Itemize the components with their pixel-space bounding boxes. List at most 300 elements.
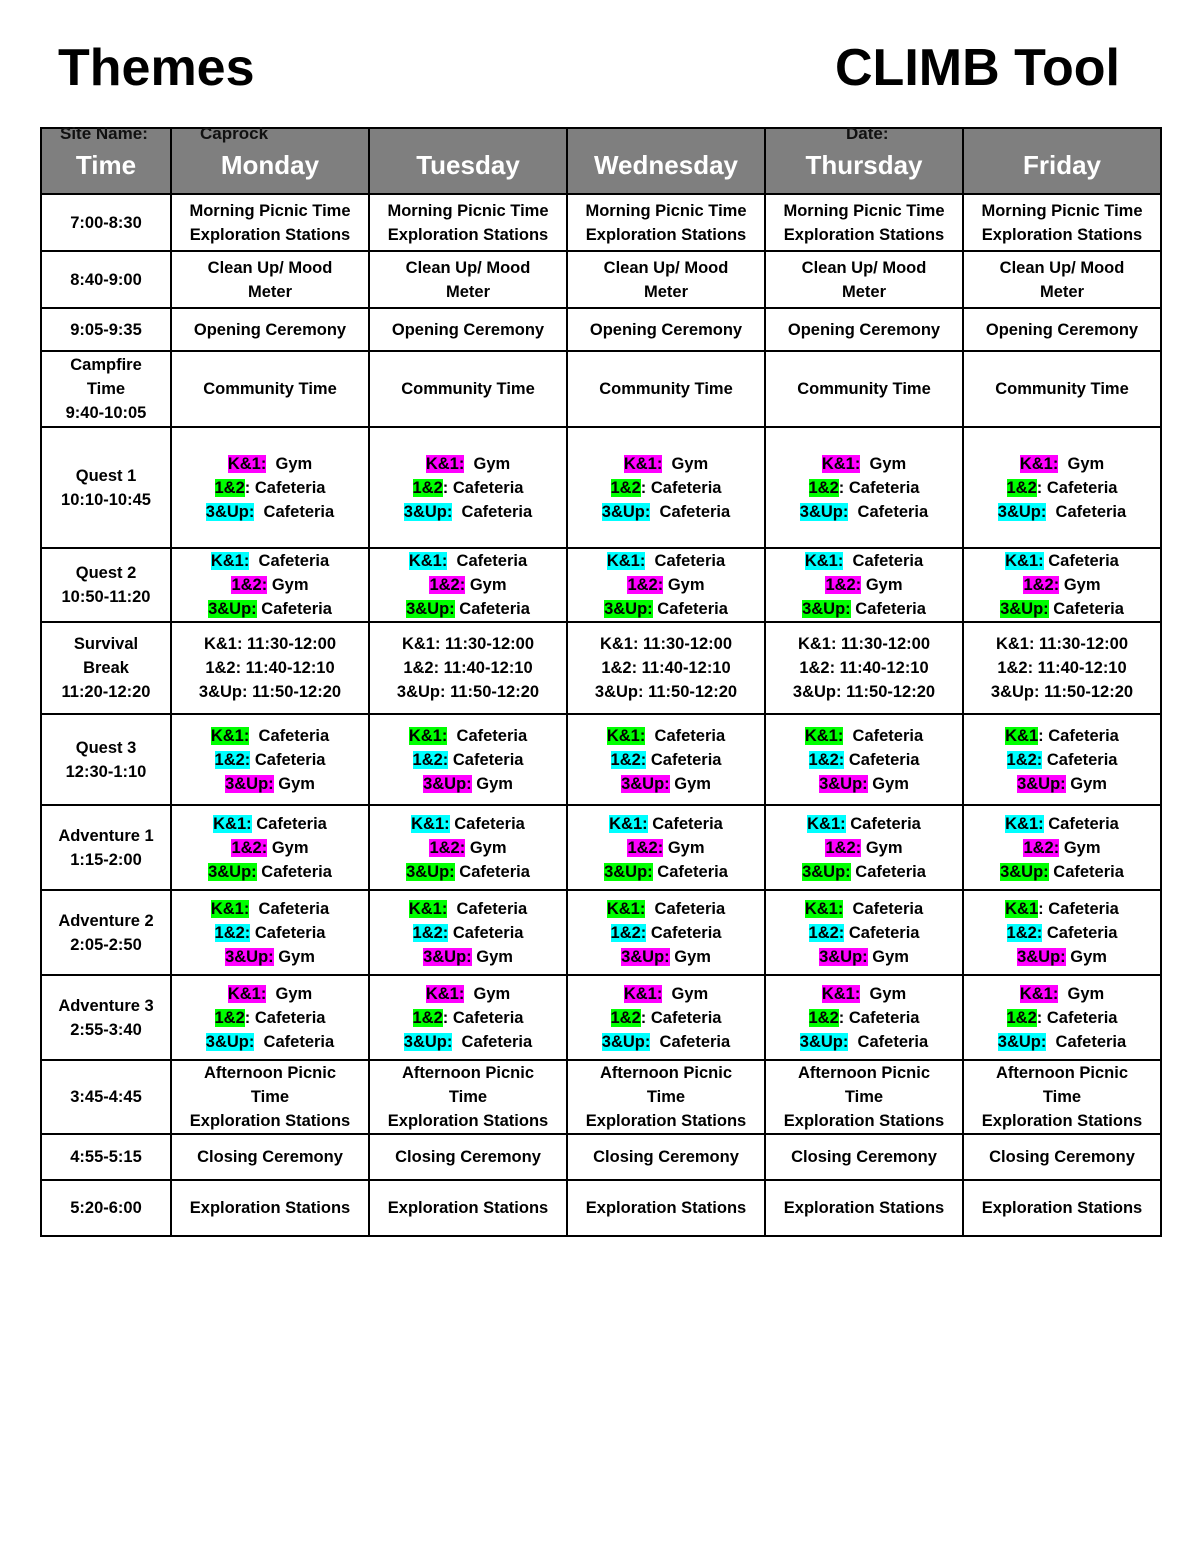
group-tag: 1&2 (610, 478, 641, 497)
time-label: 2:05-2:50 (70, 935, 142, 954)
group-location: Gym (1059, 576, 1101, 594)
activity-cell (765, 622, 963, 714)
group-tag: 3&Up: (1000, 600, 1049, 618)
group-location: Cafeteria (447, 726, 528, 745)
group-tag: 1&2: (412, 923, 449, 942)
time-label: Adventure 1 (58, 826, 154, 845)
activity-cell (765, 427, 963, 548)
group-tag: 1&2: (214, 750, 251, 769)
time-label: 12:30-1:10 (65, 762, 147, 781)
activity-line (968, 724, 1156, 748)
activity-cell (963, 1134, 1161, 1180)
group-tag: 3&Up: (1017, 774, 1066, 793)
group-location: Cafeteria (646, 750, 722, 769)
activity-line (176, 897, 364, 921)
activity-line: Opening Ceremony (787, 320, 941, 339)
activity-line (968, 772, 1156, 796)
time-cell (41, 1180, 171, 1236)
activity-line (572, 476, 760, 500)
activity-cell (567, 975, 765, 1060)
group-tag: 1&2: (1023, 838, 1060, 857)
group-location: Cafeteria (448, 923, 524, 942)
activity-line (176, 945, 364, 969)
group-location: Cafeteria (251, 814, 327, 833)
activity-line: 1&2: 11:40-12:10 (799, 659, 929, 677)
group-location: Gym (663, 838, 705, 857)
activity-cell (567, 1060, 765, 1134)
group-tag: 1&2: (808, 923, 845, 942)
activity-line: Afternoon Picnic (203, 1064, 336, 1082)
activity-line: Morning Picnic Time (981, 201, 1143, 220)
group-tag: 3&Up: (1017, 947, 1066, 966)
time-label: 7:00-8:30 (70, 213, 142, 232)
schedule-body (41, 194, 1161, 1236)
activity-cell (963, 975, 1161, 1060)
activity-cell (369, 714, 567, 805)
activity-cell (171, 308, 369, 351)
activity-cell (567, 548, 765, 622)
activity-cell (765, 308, 963, 351)
activity-line: Afternoon Picnic (797, 1064, 930, 1082)
group-tag: K&1: (1019, 984, 1059, 1003)
group-location: : Cafeteria (1038, 726, 1119, 745)
group-location: Gym (867, 774, 909, 793)
activity-line: Morning Picnic Time (189, 201, 351, 220)
activity-cell (171, 1180, 369, 1236)
activity-line: Afternoon Picnic (401, 1064, 534, 1082)
column-header-time: Time (41, 128, 171, 194)
activity-line: Exploration Stations (981, 1112, 1143, 1130)
group-tag: 3&Up: (406, 862, 455, 881)
group-tag: 3&Up: (997, 502, 1047, 521)
group-tag: 1&2: (429, 576, 466, 594)
group-tag: K&1: (425, 454, 465, 473)
time-cell (41, 351, 171, 427)
activity-cell (369, 1060, 567, 1134)
group-tag: K&1: (821, 454, 861, 473)
site-name-label: Site Name: (60, 124, 148, 143)
activity-line: 1&2: 11:40-12:10 (601, 659, 731, 677)
activity-line (770, 982, 958, 1006)
group-location: Cafeteria (256, 862, 332, 881)
activity-line: K&1: 11:30-12:00 (401, 635, 535, 653)
activity-line (968, 1030, 1156, 1054)
activity-line: Morning Picnic Time (387, 201, 549, 220)
activity-line: K&1: 11:30-12:00 (599, 635, 733, 653)
activity-line (176, 452, 364, 476)
group-location: Gym (860, 454, 907, 473)
group-location: Cafeteria (645, 726, 726, 745)
group-tag: K&1: (821, 984, 861, 1003)
time-label: 2:55-3:40 (70, 1020, 142, 1039)
group-location: Cafeteria (454, 862, 530, 881)
activity-line (374, 860, 562, 884)
group-location: Gym (267, 576, 309, 594)
group-tag: 3&Up: (604, 862, 653, 881)
activity-cell (963, 622, 1161, 714)
activity-line: Time (448, 1088, 488, 1106)
activity-line (572, 452, 760, 476)
activity-line: Community Time (995, 380, 1129, 398)
group-tag: 1&2: (1006, 750, 1043, 769)
table-row (41, 622, 1161, 714)
activity-cell (963, 890, 1161, 975)
activity-line: 3&Up: 11:50-12:20 (594, 683, 738, 701)
group-location: Cafeteria (843, 552, 924, 570)
group-location: Gym (465, 576, 507, 594)
activity-line (374, 945, 562, 969)
group-tag: 3&Up: (802, 600, 851, 618)
activity-line (176, 812, 364, 836)
group-location: Cafeteria (1043, 814, 1119, 833)
group-tag: 1&2: (231, 838, 268, 857)
group-tag: 3&Up: (208, 600, 257, 618)
activity-line: K&1: 11:30-12:00 (797, 635, 931, 653)
group-tag: K&1: (213, 814, 252, 833)
column-header-wednesday: Wednesday (567, 128, 765, 194)
group-tag: 3&Up: (601, 502, 651, 521)
activity-cell (171, 251, 369, 308)
activity-line: Opening Ceremony (391, 320, 545, 339)
group-tag: K&1: (623, 454, 663, 473)
group-tag: K&1: (425, 984, 465, 1003)
group-tag: 1&2 (214, 478, 245, 497)
activity-line (770, 921, 958, 945)
activity-line: 1&2: 11:40-12:10 (205, 659, 335, 677)
activity-line (968, 452, 1156, 476)
activity-line: Exploration Stations (981, 225, 1143, 244)
time-label: 1:15-2:00 (70, 850, 142, 869)
group-location: Gym (669, 774, 711, 793)
activity-cell (369, 890, 567, 975)
group-location: : Cafeteria (442, 1008, 524, 1027)
group-tag: 1&2 (214, 1008, 245, 1027)
activity-cell (567, 622, 765, 714)
activity-line (572, 573, 760, 597)
table-row (41, 975, 1161, 1060)
activity-line: Community Time (797, 380, 931, 398)
group-location: Cafeteria (254, 502, 335, 521)
group-tag: 3&Up: (997, 1032, 1047, 1051)
activity-line (374, 982, 562, 1006)
time-cell (41, 1134, 171, 1180)
group-tag: 1&2: (627, 576, 664, 594)
activity-line (176, 860, 364, 884)
activity-line (176, 597, 364, 621)
group-location: Cafeteria (250, 750, 326, 769)
activity-cell (567, 805, 765, 890)
group-tag: K&1: (804, 552, 844, 570)
group-tag: 1&2: (825, 838, 862, 857)
activity-line (374, 812, 562, 836)
group-tag: 3&Up: (802, 862, 851, 881)
activity-line (374, 724, 562, 748)
activity-line (176, 500, 364, 524)
group-location: Cafeteria (1042, 923, 1118, 942)
table-row (41, 308, 1161, 351)
group-location: Cafeteria (449, 814, 525, 833)
activity-line: Exploration Stations (387, 225, 549, 244)
activity-cell (765, 1134, 963, 1180)
group-tag: 3&Up: (403, 1032, 453, 1051)
activity-line (176, 549, 364, 573)
activity-cell (765, 1180, 963, 1236)
group-location: Cafeteria (650, 1032, 731, 1051)
activity-line (968, 500, 1156, 524)
activity-cell (369, 622, 567, 714)
activity-line: Closing Ceremony (791, 1148, 937, 1166)
activity-cell (567, 308, 765, 351)
group-location: Gym (471, 947, 513, 966)
time-label: 10:10-10:45 (61, 490, 151, 509)
activity-line (374, 1030, 562, 1054)
activity-line: 1&2: 11:40-12:10 (403, 659, 533, 677)
group-location: Cafeteria (1048, 862, 1124, 881)
time-cell (41, 890, 171, 975)
tool-title: CLIMB Tool (835, 39, 1120, 97)
activity-cell (171, 548, 369, 622)
time-label: Quest 3 (75, 738, 137, 757)
activity-line: Time (646, 1088, 686, 1106)
group-tag: K&1 (1005, 899, 1039, 918)
activity-line (374, 573, 562, 597)
time-cell (41, 194, 171, 251)
activity-cell (567, 351, 765, 427)
group-tag: K&1: (606, 552, 646, 570)
activity-line: Clean Up/ Mood (801, 258, 927, 277)
activity-cell (171, 351, 369, 427)
activity-line (770, 812, 958, 836)
activity-line: Meter (643, 282, 688, 301)
time-cell (41, 1060, 171, 1134)
group-location: Gym (1059, 838, 1101, 857)
group-location: Gym (464, 984, 511, 1003)
activity-line (968, 982, 1156, 1006)
group-location: Gym (662, 984, 709, 1003)
group-tag: 3&Up: (406, 600, 455, 618)
activity-line: Exploration Stations (783, 1112, 945, 1130)
time-label: 5:20-6:00 (70, 1199, 142, 1217)
activity-line: Exploration Stations (981, 1199, 1143, 1217)
activity-line: Community Time (401, 380, 535, 398)
time-label: Adventure 2 (58, 911, 154, 930)
group-tag: K&1: (804, 726, 844, 745)
group-location: Gym (861, 576, 903, 594)
group-location: Cafeteria (1043, 552, 1119, 570)
group-tag: K&1: (606, 899, 646, 918)
group-location: Cafeteria (843, 726, 924, 745)
time-cell (41, 714, 171, 805)
group-tag: K&1: (408, 899, 448, 918)
activity-cell (171, 1060, 369, 1134)
page-title: Themes (58, 39, 255, 97)
column-header-friday: Friday (963, 128, 1161, 194)
column-header-tuesday: Tuesday (369, 128, 567, 194)
time-cell (41, 975, 171, 1060)
group-tag: 3&Up: (423, 774, 472, 793)
group-tag: K&1: (408, 552, 448, 570)
group-tag: 1&2 (412, 1008, 443, 1027)
date-label: Date: (846, 124, 889, 143)
activity-line: Exploration Stations (387, 1112, 549, 1130)
table-row (41, 805, 1161, 890)
activity-line: Morning Picnic Time (783, 201, 945, 220)
time-cell (41, 427, 171, 548)
group-tag: K&1: (227, 984, 267, 1003)
group-tag: 1&2: (1023, 576, 1060, 594)
activity-cell (963, 548, 1161, 622)
group-location: Cafeteria (646, 923, 722, 942)
activity-line (968, 860, 1156, 884)
group-tag: K&1: (1005, 814, 1044, 833)
group-location: : Cafeteria (244, 1008, 326, 1027)
group-tag: 3&Up: (621, 774, 670, 793)
activity-line (572, 748, 760, 772)
table-row (41, 427, 1161, 548)
time-label: 10:50-11:20 (61, 588, 151, 606)
time-cell (41, 251, 171, 308)
time-label: 3:45-4:45 (70, 1088, 142, 1106)
group-location: Gym (273, 774, 315, 793)
group-location: Cafeteria (448, 750, 524, 769)
activity-cell (567, 1134, 765, 1180)
group-tag: K&1: (807, 814, 846, 833)
group-location: Cafeteria (645, 899, 726, 918)
activity-line: Afternoon Picnic (599, 1064, 732, 1082)
activity-line: Community Time (599, 380, 733, 398)
activity-line (572, 1006, 760, 1030)
group-location: Cafeteria (844, 750, 920, 769)
activity-line (968, 1006, 1156, 1030)
activity-line (770, 897, 958, 921)
activity-line (770, 476, 958, 500)
activity-line (968, 748, 1156, 772)
group-location: : Cafeteria (838, 478, 920, 497)
activity-line (968, 812, 1156, 836)
activity-line: 3&Up: 11:50-12:20 (990, 683, 1134, 701)
group-tag: K&1 (1005, 726, 1039, 745)
group-tag: 1&2: (808, 750, 845, 769)
activity-line: Closing Ceremony (989, 1148, 1135, 1166)
activity-line: 3&Up: 11:50-12:20 (396, 683, 540, 701)
group-location: Cafeteria (249, 552, 330, 570)
group-tag: 1&2: (412, 750, 449, 769)
activity-line (176, 836, 364, 860)
group-location: Gym (1065, 947, 1107, 966)
activity-cell (171, 975, 369, 1060)
activity-line (770, 1006, 958, 1030)
group-tag: 1&2 (1006, 1008, 1037, 1027)
activity-line: Clean Up/ Mood (999, 258, 1125, 277)
activity-line: 3&Up: 11:50-12:20 (198, 683, 342, 701)
activity-cell (567, 251, 765, 308)
group-tag: K&1: (1005, 552, 1044, 570)
time-cell (41, 548, 171, 622)
group-location: Cafeteria (249, 899, 330, 918)
group-location: Cafeteria (1042, 750, 1118, 769)
activity-cell (765, 975, 963, 1060)
group-tag: K&1: (210, 552, 250, 570)
group-tag: 3&Up: (799, 1032, 849, 1051)
activity-cell (765, 890, 963, 975)
group-location: Cafeteria (647, 814, 723, 833)
activity-cell (963, 427, 1161, 548)
group-location: : Cafeteria (1036, 1008, 1118, 1027)
activity-line (176, 748, 364, 772)
activity-line (572, 860, 760, 884)
activity-line: K&1: 11:30-12:00 (995, 635, 1129, 653)
activity-line (374, 1006, 562, 1030)
activity-line (176, 476, 364, 500)
group-location: Cafeteria (250, 923, 326, 942)
activity-cell (369, 251, 567, 308)
activity-line: Exploration Stations (585, 225, 747, 244)
activity-cell (171, 622, 369, 714)
table-row (41, 1180, 1161, 1236)
group-tag: K&1: (804, 899, 844, 918)
group-tag: 3&Up: (819, 947, 868, 966)
activity-cell (171, 194, 369, 251)
activity-line: Afternoon Picnic (995, 1064, 1128, 1082)
activity-line (968, 897, 1156, 921)
activity-line: Opening Ceremony (985, 320, 1139, 339)
group-location: Gym (465, 838, 507, 857)
group-tag: 3&Up: (799, 502, 849, 521)
time-label: Quest 2 (75, 564, 137, 582)
group-location: Gym (860, 984, 907, 1003)
table-row (41, 351, 1161, 427)
activity-cell (765, 251, 963, 308)
activity-cell (963, 308, 1161, 351)
activity-line (572, 772, 760, 796)
group-tag: K&1: (1019, 454, 1059, 473)
activity-cell (963, 351, 1161, 427)
activity-line (176, 1030, 364, 1054)
activity-line: Clean Up/ Mood (603, 258, 729, 277)
activity-line: Opening Ceremony (589, 320, 743, 339)
group-tag: 3&Up: (1000, 862, 1049, 881)
column-header-thursday: Thursday (765, 128, 963, 194)
group-location: Cafeteria (1048, 600, 1124, 618)
activity-line (968, 836, 1156, 860)
time-cell (41, 308, 171, 351)
group-location: Cafeteria (652, 862, 728, 881)
group-tag: K&1: (210, 899, 250, 918)
activity-line (968, 597, 1156, 621)
table-row (41, 1060, 1161, 1134)
group-tag: K&1: (227, 454, 267, 473)
activity-line (770, 452, 958, 476)
activity-line: K&1: 11:30-12:00 (203, 635, 337, 653)
activity-line (176, 982, 364, 1006)
table-row (41, 548, 1161, 622)
activity-line (572, 597, 760, 621)
activity-cell (765, 714, 963, 805)
time-label: 8:40-9:00 (70, 270, 142, 289)
activity-line (770, 748, 958, 772)
group-location: : Cafeteria (244, 478, 326, 497)
activity-line: Exploration Stations (585, 1199, 747, 1217)
group-tag: 1&2: (429, 838, 466, 857)
activity-line (374, 452, 562, 476)
activity-cell (765, 805, 963, 890)
group-tag: 3&Up: (225, 947, 274, 966)
activity-line: Meter (841, 282, 886, 301)
activity-line: Morning Picnic Time (585, 201, 747, 220)
group-location: Gym (1058, 454, 1105, 473)
group-tag: 1&2 (412, 478, 443, 497)
activity-line: Exploration Stations (783, 225, 945, 244)
